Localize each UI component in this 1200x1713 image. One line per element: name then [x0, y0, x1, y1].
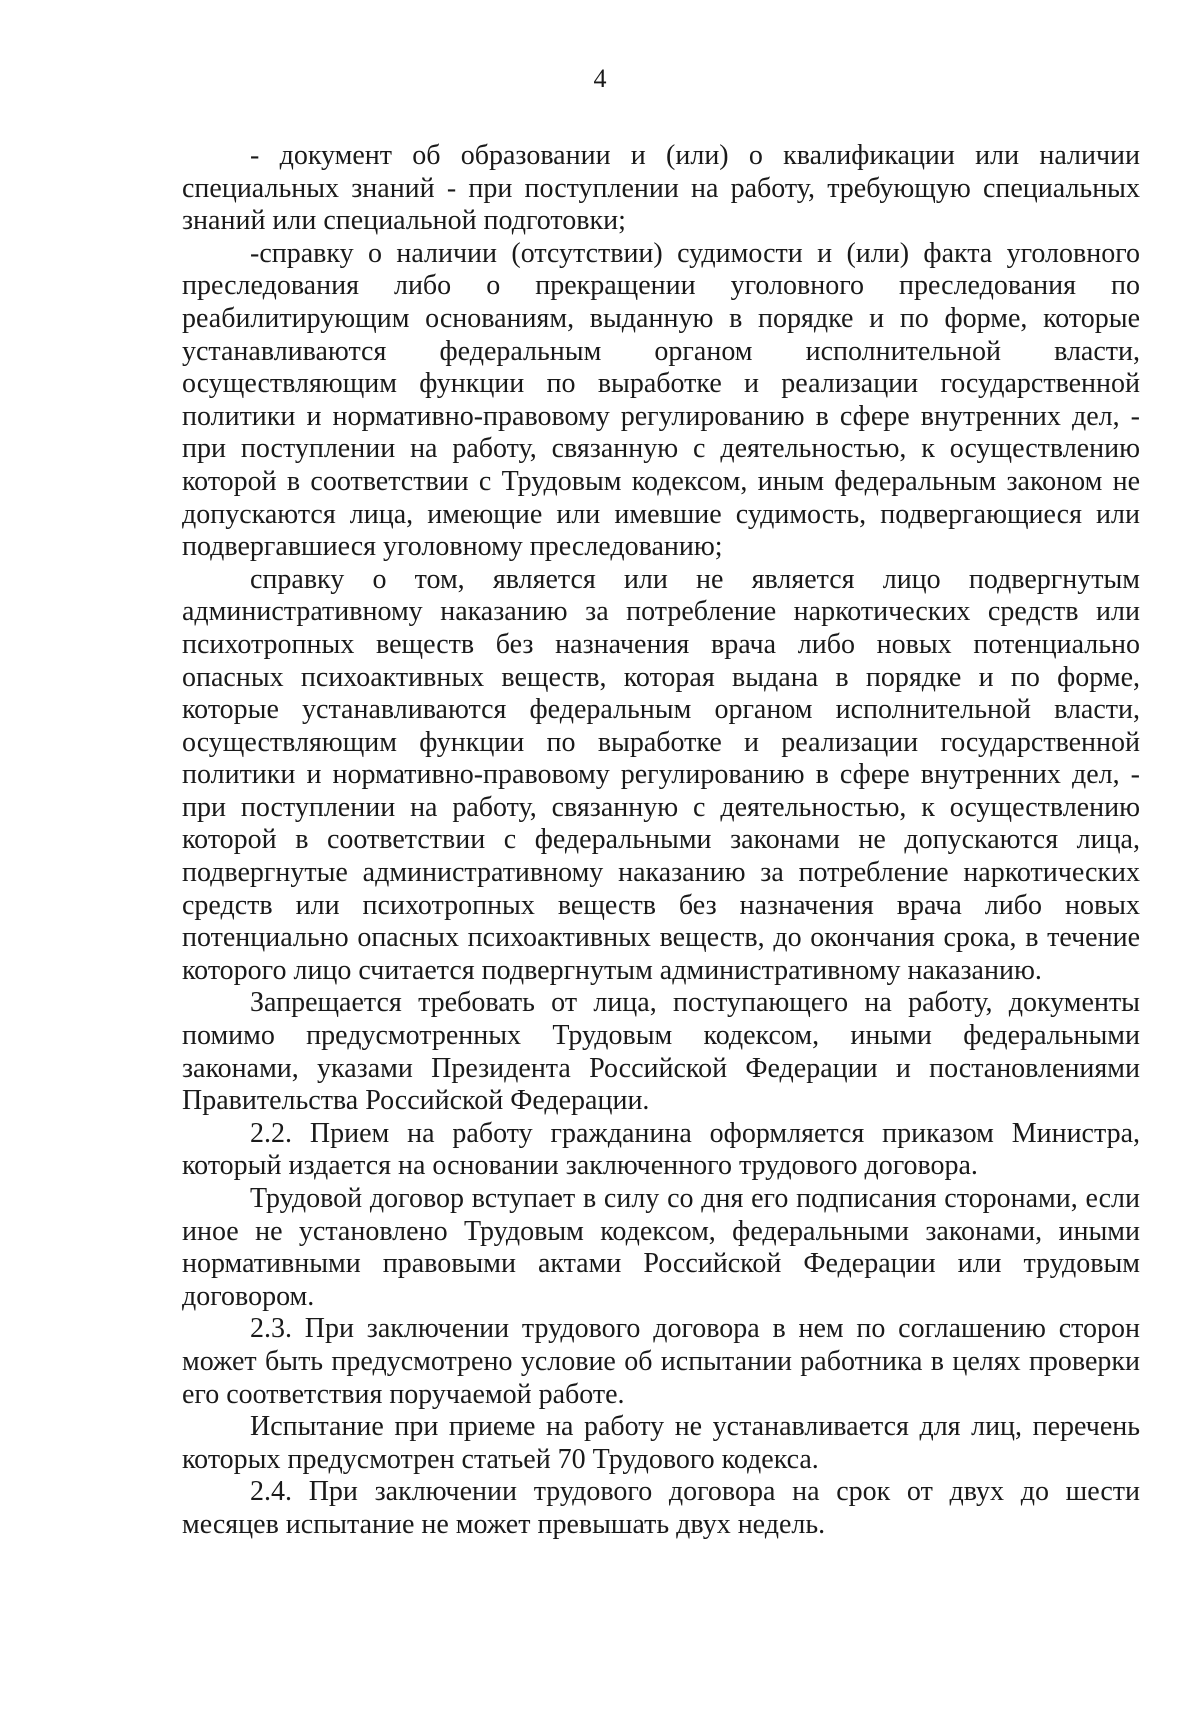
paragraph-section-2-4: 2.4. При заключении трудового договора на срок от двух до шести месяцев испытание не может превышать двух недель. [182, 1476, 1140, 1540]
page-number: 4 [593, 64, 607, 93]
paragraph-administrative-penalty-certificate: справку о том, является или не является лицо подвергнутым административному наказанию за потребление наркотических средств или психотропных веществ без назначения врача либо новых потенциально опасных психоактивных веществ, которая выдана в порядке и по форме, которые устанавливаются федеральным органом исполнительной власти, осуществляющим функции по выработке и реализации государственной политики и нормативно-правовому регулированию в сфере внутренних дел, - при поступлении на работу, связанную с деятельностью, к осуществлению которой в соответствии с федеральными законами не допускаются лица, подвергнутые административному наказанию за потребление наркотических средств или психотропных веществ без назначения врача либо новых потенциально опасных психоактивных веществ, до окончания срока, в течение которого лицо считается подвергнутым административному наказанию. [182, 563, 1140, 986]
paragraph-prohibition-of-extra-documents: Запрещается требовать от лица, поступающего на работу, документы помимо предусмотренных Трудовым кодексом, иными федеральными законами, указами Президента Российской Федерации и постановлениями Правительства Российской Федерации. [182, 987, 1140, 1117]
paragraph-education-document: - документ об образовании и (или) о квалификации или наличии специальных знаний - при поступлении на работу, требующую специальных знаний или специальной подготовки; [182, 140, 1140, 237]
paragraph-probation-exemption: Испытание при приеме на работу не устанавливается для лиц, перечень которых предусмотрен статьей 70 Трудового кодекса. [182, 1411, 1140, 1475]
paragraph-contract-effective-date: Трудовой договор вступает в силу со дня его подписания сторонами, если иное не установлено Трудовым кодексом, федеральными законами, иными нормативными правовыми актами Российской Федерации или трудовым договором. [182, 1183, 1140, 1312]
paragraph-section-2-3: 2.3. При заключении трудового договора в нем по соглашению сторон может быть предусмотрено условие об испытании работника в целях проверки его соответствия поручаемой работе. [182, 1313, 1140, 1410]
paragraph-criminal-record-certificate: -справку о наличии (отсутствии) судимости и (или) факта уголовного преследования либо о прекращении уголовного преследования по реабилитирующим основаниям, выданную в порядке и по форме, которые устанавливаются федеральным органом исполнительной власти, осуществляющим функции по выработке и реализации государственной политики и нормативно-правовому регулированию в сфере внутренних дел, - при поступлении на работу, связанную с деятельностью, к осуществлению которой в соответствии с Трудовым кодексом, иным федеральным законом не допускаются лица, имеющие или имевшие судимость, подвергающиеся или подвергавшиеся уголовному преследованию; [182, 237, 1140, 563]
document-body [182, 140, 1140, 1542]
paragraph-section-2-2: 2.2. Прием на работу гражданина оформляется приказом Министра, который издается на основании заключенного трудового договора. [182, 1117, 1140, 1182]
